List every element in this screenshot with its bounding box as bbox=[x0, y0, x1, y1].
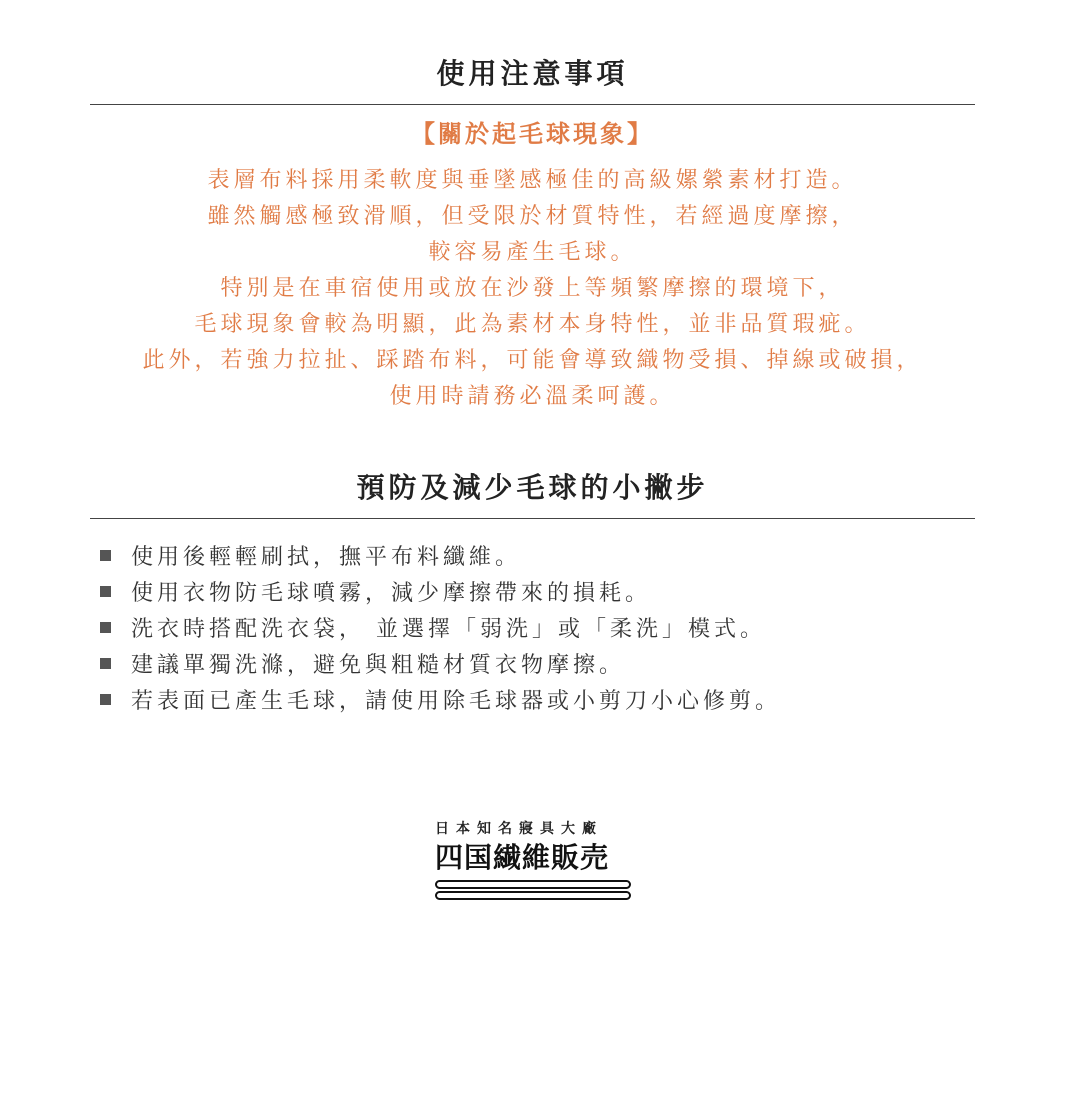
section-divider bbox=[90, 518, 975, 519]
subheading-pilling: 【關於起毛球現象】 bbox=[411, 120, 654, 148]
description-line: 使用時請務必溫柔呵護。 bbox=[389, 384, 676, 409]
square-bullet-icon bbox=[100, 550, 111, 561]
tips-list bbox=[100, 537, 781, 717]
square-bullet-icon bbox=[100, 694, 111, 705]
description-line: 特別是在車宿使用或放在沙發上等頻繁摩擦的環境下， bbox=[220, 276, 845, 301]
brand-logo bbox=[435, 818, 631, 902]
list-item bbox=[100, 537, 781, 573]
section-title-tips: 預防及減少毛球的小撇步 bbox=[356, 471, 709, 504]
pilling-description bbox=[0, 163, 1065, 415]
logo-brand-name: 四国繊維販売 bbox=[435, 841, 610, 874]
list-item bbox=[100, 609, 781, 645]
list-item-text: 使用後輕輕刷拭，撫平布料纖維。 bbox=[131, 544, 522, 570]
description-line: 雖然觸感極致滑順，但受限於材質特性，若經過度摩擦， bbox=[207, 204, 858, 229]
square-bullet-icon bbox=[100, 658, 111, 669]
list-item bbox=[100, 573, 781, 609]
list-item bbox=[100, 645, 781, 681]
description-line: 表層布料採用柔軟度與垂墜感極佳的高級嫘縈素材打造。 bbox=[207, 168, 858, 193]
section-divider bbox=[90, 104, 975, 105]
list-item-text: 洗衣時搭配洗衣袋， 並選擇「弱洗」或「柔洗」模式。 bbox=[131, 616, 766, 642]
list-item-text: 使用衣物防毛球噴霧，減少摩擦帶來的損耗。 bbox=[131, 580, 652, 606]
square-bullet-icon bbox=[100, 586, 111, 597]
logo-tagline: 日本知名寢具大廠 bbox=[435, 821, 603, 837]
square-bullet-icon bbox=[100, 622, 111, 633]
list-item-text: 若表面已產生毛球，請使用除毛球器或小剪刀小心修剪。 bbox=[131, 688, 782, 714]
description-line: 毛球現象會較為明顯，此為素材本身特性，並非品質瑕疵。 bbox=[194, 312, 871, 337]
logo-bars-icon bbox=[435, 880, 631, 902]
description-line: 此外，若強力拉扯、踩踏布料，可能會導致織物受損、掉線或破損， bbox=[142, 348, 923, 373]
list-item bbox=[100, 681, 781, 717]
description-line: 較容易產生毛球。 bbox=[428, 240, 637, 265]
section-title-usage-notes: 使用注意事項 bbox=[436, 57, 629, 90]
list-item-text: 建議單獨洗滌，避免與粗糙材質衣物摩擦。 bbox=[131, 652, 626, 678]
